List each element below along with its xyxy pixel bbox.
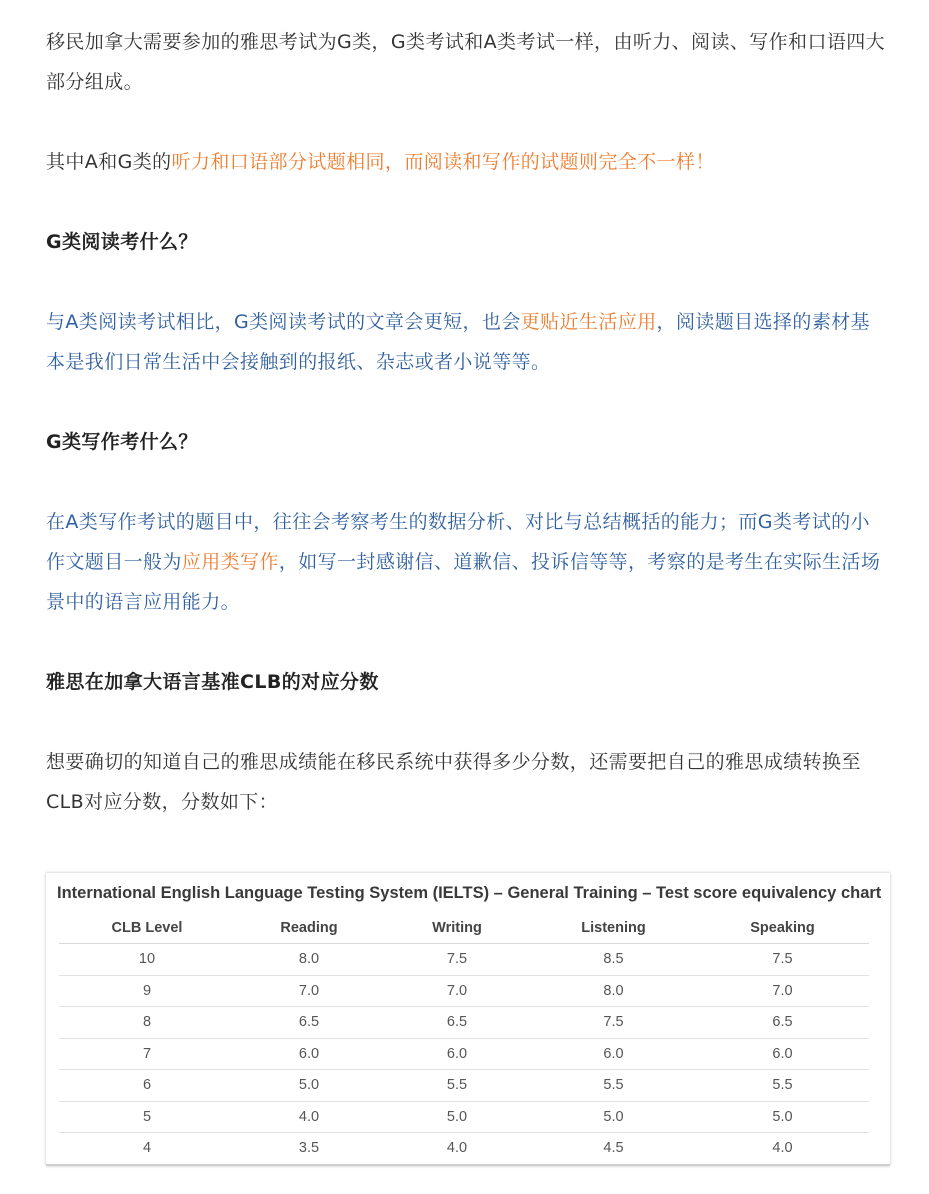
ag-difference-paragraph [46,142,888,182]
table-row [59,1070,869,1102]
table-cell: 5.5 [383,1070,531,1102]
column-header-writing: Writing [383,913,531,944]
reading-highlight: 更贴近生活应用 [520,311,657,333]
table-row [59,944,869,976]
writing-lead: 在A类写作考试的题目中，往往会考察考生的数据分析、对比与总结概括的能力；而G类考试的小作文题目一般为 [46,511,870,573]
table-row [59,1038,869,1070]
reading-heading: G类阅读考什么？ [46,231,198,253]
column-header-clb-level: CLB Level [59,913,235,944]
table-cell: 8 [59,1007,235,1039]
reading-paragraph [46,302,888,382]
table-cell: 6.0 [531,1038,696,1070]
ag-difference-highlight: 听力和口语部分试题相同，而阅读和写作的试题则完全不一样！ [171,151,715,173]
table-row [59,1007,869,1039]
writing-paragraph [46,502,888,622]
article-body [46,22,888,822]
table-row [59,1133,869,1164]
table-cell: 5 [59,1101,235,1133]
equivalency-table [59,913,869,1164]
table-cell: 4 [142,1140,152,1157]
table-cell: 6.0 [696,1038,869,1070]
table-row [59,975,869,1007]
table-header-row [59,913,869,944]
table-cell: 5.0 [383,1101,531,1133]
intro-paragraph: 移民加拿大需要参加的雅思考试为G类，G类考试和A类考试一样，由听力、阅读、写作和口语四大部分组成。 [46,31,886,93]
table-cell: 5.0 [531,1101,696,1133]
ielts-clb-chart-image [46,873,890,1166]
table-cell: 10 [59,944,235,976]
clb-paragraph: 想要确切的知道自己的雅思成绩能在移民系统中获得多少分数，还需要把自己的雅思成绩转换至CLB对应分数，分数如下： [46,751,861,813]
table-cell: 5.5 [531,1070,696,1102]
table-cell: 9 [59,975,235,1007]
table-cell: 7.5 [531,1007,696,1039]
table-cell: 5.0 [235,1070,383,1102]
column-header-speaking: Speaking [696,913,869,944]
chart-title: International English Language Testing System (IELTS) – General Training – Test score equivalency chart [57,884,882,902]
table-cell: 7.0 [696,975,869,1007]
column-header-reading: Reading [235,913,383,944]
table-cell: 6.0 [235,1038,383,1070]
table-cell: 4.0 [446,1140,468,1157]
table-cell: 6.5 [235,1007,383,1039]
table-cell: 6.5 [383,1007,531,1039]
table-cell: 7 [59,1038,235,1070]
table-cell: 8.5 [531,944,696,976]
column-header-listening: Listening [531,913,696,944]
table-cell: 7.0 [383,975,531,1007]
clb-heading: 雅思在加拿大语言基准CLB的对应分数 [46,671,379,693]
table-cell: 8.0 [235,944,383,976]
table-cell: 7.0 [235,975,383,1007]
table-cell: 6.5 [696,1007,869,1039]
writing-highlight: 应用类写作 [181,551,279,573]
reading-tail: ，阅读题目选择的素材基本是我们日常生活中会接触到的报纸、杂志或者小说等等。 [46,311,870,373]
table-cell: 5.0 [696,1101,869,1133]
table-cell: 4.0 [235,1101,383,1133]
table-cell: 6.0 [383,1038,531,1070]
table-cell: 4.0 [772,1140,793,1157]
reading-lead: 与A类阅读考试相比，G类阅读考试的文章会更短，也会 [46,311,521,333]
table-row [59,1101,869,1133]
table-cell: 6 [59,1070,235,1102]
table-cell: 7.5 [383,944,531,976]
table-cell: 7.5 [696,944,869,976]
ag-difference-lead: 其中A和G类的 [46,151,172,173]
writing-tail: ，如写一封感谢信、道歉信、投诉信等等，考察的是考生在实际生活场景中的语言应用能力。 [46,551,881,613]
table-cell: 4.5 [603,1140,624,1157]
table-cell: 5.5 [696,1070,869,1102]
table-cell: 8.0 [531,975,696,1007]
table-cell: 3.5 [298,1140,320,1157]
writing-heading: G类写作考什么？ [46,431,198,453]
